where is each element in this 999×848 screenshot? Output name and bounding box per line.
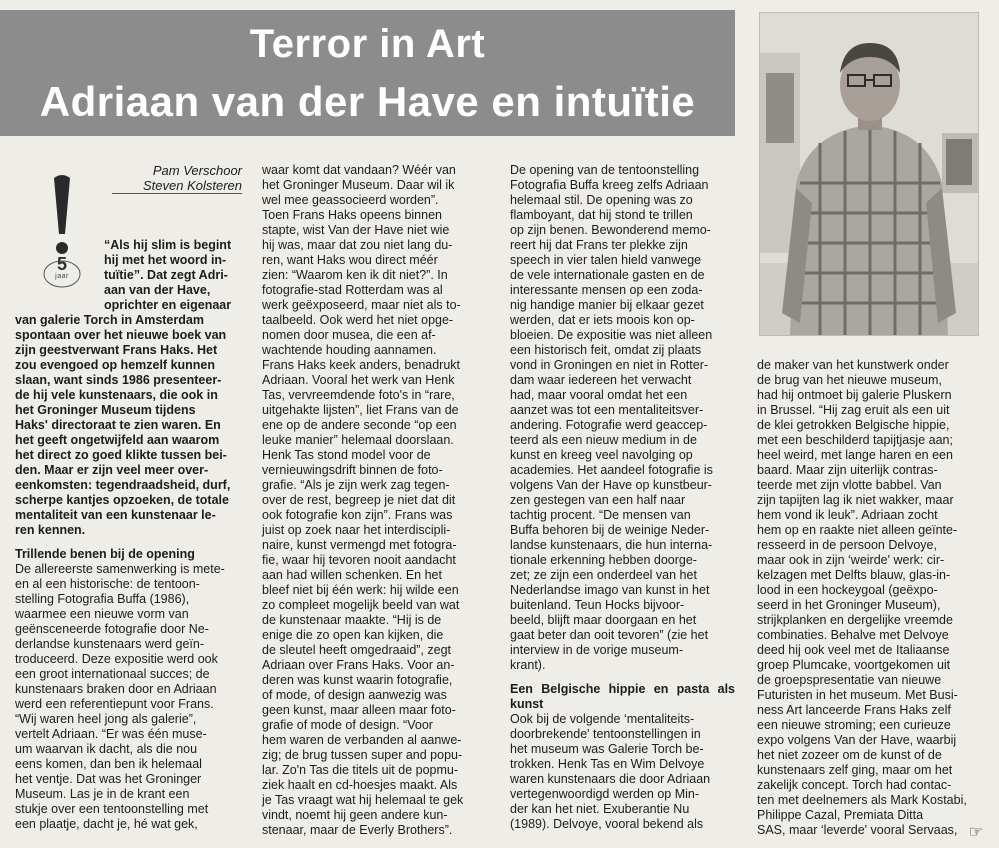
body-line: enige die zo open kan kijken, die <box>262 628 444 642</box>
body-line: buitenland. Teun Hocks bijvoor- <box>510 598 685 612</box>
intro-line: zijn geestverwant Frans Haks. Het <box>15 343 218 357</box>
body-line: je Tas vraagt wat hij helemaal te gek <box>262 793 464 807</box>
section-heading: Trillende benen bij de opening <box>15 547 195 561</box>
body-line: der kan het niet. Exuberantie Nu <box>510 802 690 816</box>
body-line: Frans Haks keek anders, benadrukt <box>262 358 461 372</box>
body-line: bloeien. De expositie was niet alleen <box>510 328 713 342</box>
body-line: fie, waar hij tevoren nooit aandacht <box>262 553 456 567</box>
column-2 <box>262 163 488 838</box>
portrait-photo <box>759 12 979 336</box>
body-line: werd een referentiepunt voor Frans. <box>15 697 214 711</box>
intro-line: de hij vele kunstenaars, die ook in <box>15 388 218 402</box>
body-line: grafie. “Als je zijn werk zag tegen- <box>262 478 450 492</box>
body-line: een nieuwe stroming; een curieuze <box>757 718 951 732</box>
author-name: Pam Verschoor <box>152 163 242 178</box>
body-line: het Groninger Museum. Daar wil ik <box>262 178 455 192</box>
body-line: hem waren de verbanden al aanwe- <box>262 733 462 747</box>
body-line: zig; de brug tussen super and popu- <box>262 748 463 762</box>
body-line: vertelt Adriaan. “Er was één muse- <box>15 727 207 741</box>
intro-line: zou evengoed op hemzelf kunnen <box>15 358 216 372</box>
body-line: trokken. Henk Tas en Wim Delvoye <box>510 757 705 771</box>
body-line: in Brussel. “Hij zag eruit als een uit <box>757 403 950 417</box>
body-line: doorbrekende' tentoonstellingen in <box>510 727 701 741</box>
body-line: Toen Frans Haks opeens binnen <box>262 208 442 222</box>
body-line: leuke manier” helemaal doorslaan. <box>262 433 454 447</box>
body-line: strijkplanken en dergelijke vreemde <box>757 613 953 627</box>
body-line: resseerd in de persoon Delvoye, <box>757 538 937 552</box>
intro-line: “Als hij slim is begint <box>104 238 232 252</box>
body-line: interessante mensen op een zoda- <box>510 283 703 297</box>
body-line: zijn tapijten lag ik niet wakker, maar <box>757 493 954 507</box>
body-line: troduceerd. Deze expositie werd ook <box>15 652 218 666</box>
body-line: landse kunstenaars, die hun interna- <box>510 538 713 552</box>
body-line: een plaatje, dacht je, hé wat gek, <box>15 817 198 831</box>
body-line: een groot internationaal succes; de <box>15 667 210 681</box>
body-line: reert hij dat Frans ter plekke zijn <box>510 238 688 252</box>
body-line: wachtende houding aannamen. <box>262 343 437 357</box>
body-line: stapte, wist Van der Have niet wie <box>262 223 450 237</box>
body-line: stelling Fotografia Buffa (1986), <box>15 592 190 606</box>
body-line: speech in vier talen hield vanwege <box>510 253 702 267</box>
intro-line: het direct zo goed klikte tussen bei- <box>15 448 227 462</box>
body-line: ook fotografie kon zijn”. Frans was <box>262 508 453 522</box>
body-line: waarmee een nieuwe vorm van <box>15 607 189 621</box>
body-line: lood in een hockeygoal (geëxpo- <box>757 583 938 597</box>
body-line: met een beschilderd tapijtjasje aan; <box>757 433 953 447</box>
body-line: en al een historische: de tentoon- <box>15 577 200 591</box>
anniversary-label: jaar <box>55 273 69 280</box>
body-line: op zijn benen. Bewonderend memo- <box>510 223 711 237</box>
body-line: teerd als een nieuw medium in de <box>510 433 697 447</box>
column-1 <box>15 313 244 832</box>
body-line: stenaar, maar de Everly Brothers”. <box>262 823 453 837</box>
body-line: kunstenaars braken door en Adriaan <box>15 682 217 696</box>
intro-line: spontaan over het nieuwe boek van <box>15 328 227 342</box>
body-line: kelzagen met Delfts blauw, glas-in- <box>757 568 951 582</box>
byline <box>112 163 242 194</box>
body-line: gaat beter dan ooit tevoren” (zie het <box>510 628 709 642</box>
exclamation-icon <box>40 172 84 290</box>
body-line: vernieuwingsdrift binnen de foto- <box>262 463 443 477</box>
body-line: lar. Zo'n Tas die titels uit de popmu- <box>262 763 459 777</box>
body-line: geen kunst, maar alleen maar foto- <box>262 703 456 717</box>
body-line: waren kunstenaars die door Adriaan <box>510 772 711 786</box>
body-line: Henk Tas stond model voor de <box>262 448 431 462</box>
body-line: Adriaan over Frans Haks. Voor an- <box>262 658 455 672</box>
body-line: expo volgens Van der Have, waarbij <box>757 733 957 747</box>
intro-line: eenkomsten: tegendraadsheid, durf, <box>15 478 231 492</box>
body-line: bleef niet bij één werk: hij wilde een <box>262 583 459 597</box>
body-line: derlandse kunstenaars werd geïn- <box>15 637 205 651</box>
body-line: “Wij waren heel jong als galerie”, <box>15 712 197 726</box>
body-line: andering. Fotografie werd geaccep- <box>510 418 708 432</box>
body-line: vindt, noemt hij geen andere kun- <box>262 808 448 822</box>
body-line: had hij ontmoet bij galerie Pluskern <box>757 388 952 402</box>
body-line: (1989). Delvoye, vooral bekend als <box>510 817 704 831</box>
body-line: Nederlandse imago van kunst in het <box>510 583 710 597</box>
body-line: wel mee geassocieerd worden”. <box>262 193 439 207</box>
anniversary-number: 5 <box>56 254 67 274</box>
section-heading: Een Belgische hippie en pasta als kunst <box>510 682 735 711</box>
body-line: Museum. Las je in de krant een <box>15 787 190 801</box>
body-line: combinaties. Behalve met Delvoye <box>757 628 949 642</box>
intro-line: hij met het woord in- <box>104 253 227 267</box>
headline-line-2: Adriaan van der Have en intuïtie <box>39 78 696 125</box>
body-line: nig handige manier bij elkaar gezet <box>510 298 704 312</box>
body-line: ten met deelnemers als Mark Kostabi, <box>757 793 967 807</box>
body-line: interview in de vorige museum- <box>510 643 683 657</box>
intro-line: het Groninger Museum tijdens <box>15 403 196 417</box>
body-line: de kunstenaar maakte. “Hij is de <box>262 613 442 627</box>
body-line: taalbeeld. Ook werd het niet opge- <box>262 313 454 327</box>
body-line: juist op zoek naar het interdiscipli- <box>262 523 451 537</box>
body-line: hem vond ik leuk”. Adriaan zocht <box>757 508 938 522</box>
intro-line: oprichter en eigenaar <box>104 298 232 312</box>
body-line: maar ook in zijn ‘weirde' werk: cir- <box>757 553 945 567</box>
body-line: grafie of mode of design. “Voor <box>262 718 433 732</box>
body-line: beeld, blijft maar doorgaan en het <box>510 613 697 627</box>
body-line: dam waar iedereen het verwacht <box>510 373 692 387</box>
body-line: de groepspresentatie van nieuwe <box>757 673 942 687</box>
body-line: zakelijk concept. Torch had contac- <box>757 778 952 792</box>
body-line: Ook bij de volgende ‘mentaliteits- <box>510 712 695 726</box>
body-line: heel weird, met lange haren en een <box>757 448 953 462</box>
body-line: zien: “Waarom ken ik dit niet?”. In <box>262 268 448 282</box>
body-line: zo compleet mogelijk beeld van wat <box>262 598 460 612</box>
body-line: Philippe Cazal, Premiata Ditta <box>757 808 924 822</box>
intro-line: Haks' directoraat te zien waren. En <box>15 418 221 432</box>
portrait-illustration <box>760 13 978 335</box>
body-line: De allereerste samenwerking is mete- <box>15 562 225 576</box>
body-line: zen gestegen van een half naar <box>510 493 686 507</box>
intro-line: het geeft ongetwijfeld aan waarom <box>15 433 220 447</box>
intro-line: den. Maar er zijn veel meer over- <box>15 463 209 477</box>
body-line: het museum was Galerie Torch be- <box>510 742 704 756</box>
body-line: nomen door musea, die een af- <box>262 328 436 342</box>
body-line: vertegenwoordigd werden op Min- <box>510 787 699 801</box>
body-line: kunst en kreeg veel navolging op <box>510 448 693 462</box>
body-line: Fotografia Buffa kreeg zelfs Adriaan <box>510 178 709 192</box>
body-line: een historisch feit, omdat zij plaats <box>510 343 702 357</box>
body-line: tachtig procent. “De mensen van <box>510 508 691 522</box>
body-line: tionale erkenning hebben doorge- <box>510 553 697 567</box>
body-line: ness Art lanceerde Frans Haks zelf <box>757 703 951 717</box>
body-line: Tas, vervreemdende foto's in “rare, <box>262 388 455 402</box>
body-line: volgens Van der Have op kunstbeur- <box>510 478 712 492</box>
intro-line: ren kennen. <box>15 523 86 537</box>
body-line: academies. Het aandeel fotografie is <box>510 463 713 477</box>
body-line: eens komen, dan ben ik helemaal <box>15 757 202 771</box>
body-line: um waarvan ik dacht, als die nou <box>15 742 198 756</box>
body-line: stukje over een tentoonstelling met <box>15 802 209 816</box>
body-line: zet; ze zijn een onderdeel van het <box>510 568 697 582</box>
pointing-hand-icon: ☞ <box>968 824 983 841</box>
body-line: de maker van het kunstwerk onder <box>757 358 949 372</box>
body-line: teerde met zijn vlotte babbel. Van <box>757 478 942 492</box>
body-line: hem op en raakte niet alleen geïnte- <box>757 523 958 537</box>
body-line: de vele internationale gasten en de <box>510 268 705 282</box>
author-name: Steven Kolsteren <box>142 178 242 193</box>
intro-line: van galerie Torch in Amsterdam <box>15 313 204 327</box>
body-line: groep Plumcake, voortgekomen uit <box>757 658 951 672</box>
body-line: Futuristen in het museum. Met Busi- <box>757 688 958 702</box>
intro-line: tuïtie”. Dat zegt Adri- <box>104 268 228 282</box>
body-line: werk geëxposeerd, maar niet als to- <box>262 298 461 312</box>
body-line: uitgehakte lijsten”, liet Frans van de <box>262 403 459 417</box>
intro-line: aan van der Have, <box>104 283 211 297</box>
intro-line: scherpe kantjes opzoeken, de totale <box>15 493 229 507</box>
body-line: helemaal stil. De opening was zo <box>510 193 693 207</box>
body-line: aan had willen schenken. En het <box>262 568 442 582</box>
body-line: deren was kunst waarin fotografie, <box>262 673 453 687</box>
headline-line-1: Terror in Art <box>249 22 486 66</box>
body-line: krant). <box>510 658 546 672</box>
body-line: geënsceneerde fotografie door Ne- <box>15 622 209 636</box>
body-line: had, maar vooral omdat het een <box>510 388 688 402</box>
body-line: vond in Groningen en niet in Rotter- <box>510 358 709 372</box>
body-line: over de rest, begreep je niet dat dit <box>262 493 456 507</box>
column-1-intro-indented <box>104 238 244 313</box>
body-line: Buffa behoren bij de weinige Neder- <box>510 523 710 537</box>
title-banner <box>0 10 735 136</box>
body-line: seerd in het Groninger Museum), <box>757 598 941 612</box>
body-line: ren, want Haks wou direct méér <box>262 253 438 267</box>
body-line: deed hij ook veel met de Italiaanse <box>757 643 950 657</box>
body-line: SAS, maar ‘leverde' vooral Servaas, <box>757 823 958 837</box>
body-line: fotografie-stad Rotterdam was al <box>262 283 443 297</box>
body-line: baard. Maar zijn uiterlijk contras- <box>757 463 938 477</box>
body-line: aanzet was tot een mentaliteitsver- <box>510 403 704 417</box>
body-line: of mode, of design aanwezig was <box>262 688 447 702</box>
column-3 <box>510 163 735 832</box>
body-line: hij was, maar dat zou niet lang du- <box>262 238 453 252</box>
body-line: ene op de andere seconde “op een <box>262 418 457 432</box>
body-line: de brug van het nieuwe museum, <box>757 373 942 387</box>
body-line: het ventje. Dat was het Groninger <box>15 772 202 786</box>
column-4 <box>757 358 977 838</box>
body-line: kunstenaars zelf ging, maar om het <box>757 763 953 777</box>
intro-line: mentaliteit van een kunstenaar le- <box>15 508 216 522</box>
body-line: de sleutel heeft omgedraaid”, zegt <box>262 643 452 657</box>
body-line: de klei getrokken Belgische hippie, <box>757 418 950 432</box>
body-line: het niet zozeer om de kunst of de <box>757 748 942 762</box>
intro-line: slaan, want sinds 1986 presenteer- <box>15 373 222 387</box>
body-line: Adriaan. Vooral het werk van Henk <box>262 373 455 387</box>
body-line: De opening van de tentoonstelling <box>510 163 700 177</box>
body-line: flamboyant, dat hij stond te trillen <box>510 208 693 222</box>
body-line: ziek haalt en cd-hoesjes maakt. Als <box>262 778 458 792</box>
body-line: werden, dat er iets moois kon op- <box>510 313 695 327</box>
body-line: naire, kunst vermengd met fotogra- <box>262 538 457 552</box>
body-line: waar komt dat vandaan? Wéér van <box>262 163 456 177</box>
